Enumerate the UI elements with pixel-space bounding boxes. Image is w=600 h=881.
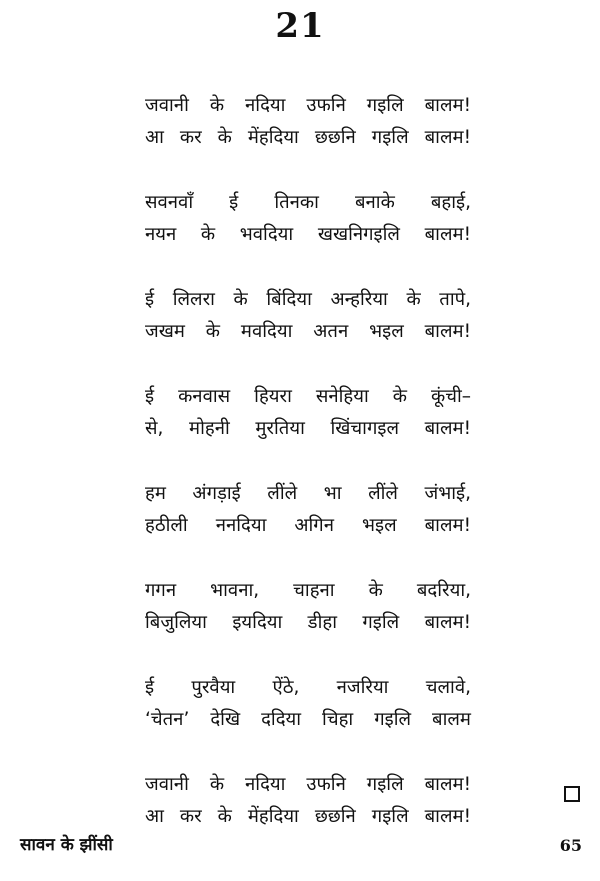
verse-line: हम अंगड़ाई लींले भा लींले जंभाई, bbox=[145, 483, 471, 504]
verse-line: ई पुरवैया ऐंठे, नजरिया चलावे, bbox=[145, 677, 471, 698]
verse-line: जखम के मवदिया अतन भइल बालम! bbox=[145, 321, 471, 342]
end-square-icon bbox=[564, 786, 580, 802]
verse-line: हठीली ननदिया अगिन भइल बालम! bbox=[145, 515, 471, 536]
stanza bbox=[145, 575, 471, 639]
stanza bbox=[145, 284, 471, 348]
verse-line: ई लिलरा के बिंदिया अन्हरिया के तापे, bbox=[145, 289, 471, 310]
footer-book-title: सावन के झींसी bbox=[20, 835, 113, 855]
poem-number: 21 bbox=[275, 6, 325, 46]
verse-line: जवानी के नदिया उफनि गइलि बालम! bbox=[145, 774, 471, 795]
stanza bbox=[145, 90, 471, 154]
verse-line: गगन भावना, चाहना के बदरिया, bbox=[145, 580, 471, 601]
stanza bbox=[145, 381, 471, 445]
verse-line: बिजुलिया इयदिया डीहा गइलि बालम! bbox=[145, 612, 471, 633]
stanza bbox=[145, 478, 471, 542]
verse-line: आ कर के मेंहदिया छछनि गइलि बालम! bbox=[145, 806, 471, 827]
verse-line: ई कनवास हियरा सनेहिया के कूंची– bbox=[145, 386, 471, 407]
verse-line: आ कर के मेंहदिया छछनि गइलि बालम! bbox=[145, 127, 471, 148]
verse-line: से, मोहनी मुरतिया खिंचागइल बालम! bbox=[145, 418, 471, 439]
stanza bbox=[145, 187, 471, 251]
verse-line: नयन के भवदिया खखनिगइलि बालम! bbox=[145, 224, 471, 245]
page-number: 65 bbox=[559, 836, 582, 855]
stanza bbox=[145, 769, 471, 833]
poem-body bbox=[145, 90, 471, 866]
stanza bbox=[145, 672, 471, 736]
verse-line: जवानी के नदिया उफनि गइलि बालम! bbox=[145, 95, 471, 116]
verse-line: सवनवाँ ई तिनका बनाके बहाई, bbox=[145, 192, 471, 213]
verse-line: ‘चेतन’ देखि ददिया चिहा गइलि बालम bbox=[145, 709, 471, 730]
